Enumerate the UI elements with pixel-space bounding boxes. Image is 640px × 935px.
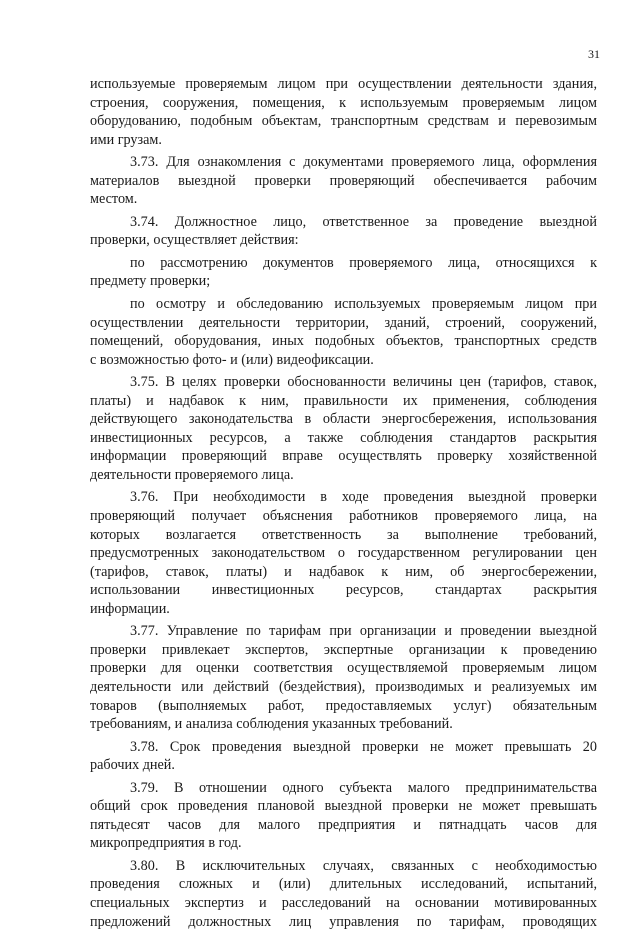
text-line: по рассмотрению документов проверяемого лица, относящихся к: [130, 254, 597, 271]
text-line: оборудованию, подобным объектам, транспортным средствам и перевозимым: [90, 113, 597, 130]
text-line: 3.74. Должностное лицо, ответственное за проведение выездной: [130, 213, 597, 230]
text-line: с возможностью фото- и (или) видеофиксации.: [90, 351, 374, 368]
text-line: предмету проверки;: [90, 273, 211, 290]
paragraph-3-74: [90, 213, 597, 250]
text-line: ими грузам.: [90, 131, 162, 148]
text-line: 3.80. В исключительных случаях, связанных с необходимостью: [130, 857, 597, 874]
text-line: действующего законодательства в области энергосбережения, использования: [90, 411, 597, 428]
text-line: 3.79. В отношении одного субъекта малого предпринимательства: [130, 779, 597, 796]
text-line: строения, сооружения, помещения, к используемым проверяемым лицом: [90, 94, 597, 111]
text-line: которых возлагается ответственность за выполнение требований,: [90, 526, 597, 543]
text-line: товаров (выполняемых работ, предоставляемых услуг) обязательным: [90, 697, 597, 714]
text-line: информации.: [90, 600, 170, 617]
paragraph-3-75: [90, 373, 597, 484]
text-line: платы) и надбавок к ним, правильности их применения, соблюдения: [90, 392, 597, 409]
text-line: микропредприятия в год.: [90, 835, 242, 852]
text-line: 3.73. Для ознакомления с документами проверяемого лица, оформления: [130, 154, 597, 171]
text-line: 3.76. При необходимости в ходе проведения выездной проверки: [130, 489, 597, 506]
paragraph-3-80: [90, 857, 597, 931]
page-number: 31: [588, 47, 600, 61]
text-line: специальных экспертиз и расследований на основании мотивированных: [90, 894, 597, 911]
text-line: требованиям, и анализа соблюдения указанных требований.: [90, 716, 453, 733]
paragraph-3-73: [90, 153, 597, 209]
text-line: по осмотру и обследованию используемых проверяемым лицом при: [130, 296, 597, 313]
text-line: деятельности или действий (бездействия), производимых и реализуемых им: [90, 678, 597, 695]
text-line: пятьдесят часов для малого предприятия и пятнадцать часов для: [90, 816, 597, 833]
text-line: информации проверяющий вправе осуществлять проверку хозяйственной: [90, 448, 597, 465]
text-line: инвестиционных ресурсов, а также соблюдения стандартов раскрытия: [90, 429, 597, 446]
text-line: местом.: [90, 191, 138, 208]
text-line: осуществлении деятельности территории, зданий, строений, сооружений,: [90, 314, 597, 331]
text-line: проверки привлекает экспертов, экспертные организации к проведению: [90, 641, 597, 658]
text-line: проверки, осуществляет действия:: [90, 232, 299, 249]
paragraph-3-79: [90, 779, 597, 853]
paragraph-documents-review: [90, 254, 597, 291]
paragraph-3-77: [90, 622, 597, 733]
text-line: 3.77. Управление по тарифам при организации и проведении выездной: [130, 623, 597, 640]
paragraph-3-78: [90, 738, 597, 775]
text-line: используемые проверяемым лицом при осуществлении деятельности здания,: [90, 76, 597, 92]
text-line: предусмотренных законодательством о государственном регулировании цен: [90, 545, 597, 562]
text-line: 3.75. В целях проверки обоснованности величины цен (тарифов, ставок,: [130, 374, 597, 391]
text-line: предложений должностных лиц управления по тарифам, проводящих: [90, 913, 597, 930]
text-line: проверки для оценки соответствия осуществляемой проверяемым лицом: [90, 660, 597, 677]
text-line: деятельности проверяемого лица.: [90, 466, 294, 483]
text-line: общий срок проведения плановой выездной проверки не может превышать: [90, 798, 597, 815]
document-body: [90, 75, 597, 935]
text-line: (тарифов, ставок, платы) и надбавок к ним, об энергосбережении,: [90, 563, 597, 580]
text-line: рабочих дней.: [90, 757, 175, 774]
paragraph-inspection: [90, 295, 597, 369]
text-line: проведения сложных и (или) длительных исследований, испытаний,: [90, 876, 597, 893]
text-line: помещений, оборудования, иных подобных объектов, транспортных средств: [90, 333, 597, 350]
paragraph-3-76: [90, 488, 597, 618]
text-line: 3.78. Срок проведения выездной проверки не может превышать 20: [130, 738, 597, 755]
paragraph-continuation: [90, 75, 597, 149]
text-line: использовании инвестиционных ресурсов, стандартах раскрытия: [90, 582, 597, 599]
text-line: проверяющий получает объяснения работников проверяемого лица, на: [90, 508, 597, 525]
text-line: материалов выездной проверки проверяющий обеспечивается рабочим: [90, 172, 597, 189]
